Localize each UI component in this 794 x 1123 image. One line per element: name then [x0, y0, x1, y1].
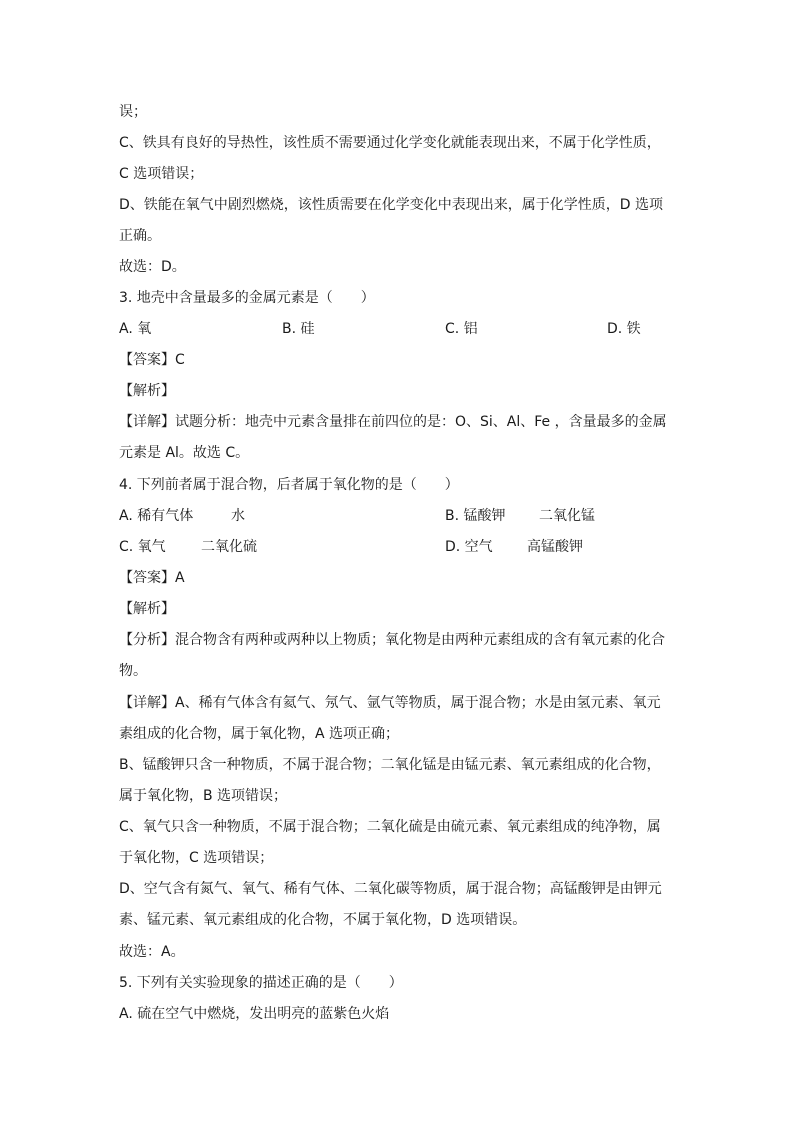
- prev-choice: 故选：D。: [119, 259, 186, 275]
- prev-line: 误；: [119, 104, 147, 120]
- q4-option-d-second: 高锰酸钾: [527, 539, 583, 555]
- prev-d-line1: D、铁能在氧气中剧烈燃烧，该性质需要在化学变化中表现出来，属于化学性质，D 选项: [119, 197, 664, 213]
- q3-option-b: B. 硅: [282, 321, 315, 337]
- q4-detail-b-line2: 属于氧化物，B 选项错误；: [119, 788, 288, 804]
- q4-option-b-first: B. 锰酸钾: [445, 508, 506, 524]
- q4-detail-a-line1: 【详解】A、稀有气体含有氦气、氖气、氩气等物质，属于混合物；水是由氢元素、氧元: [119, 695, 661, 711]
- q4-option-c-first: C. 氧气: [119, 539, 166, 555]
- q4-option-c-second: 二氧化硫: [201, 539, 257, 555]
- q4-answer: 【答案】A: [119, 570, 185, 586]
- q3-analysis-label: 【解析】: [119, 383, 175, 399]
- q4-analysis-line2: 物。: [119, 663, 147, 679]
- q4-detail-d-line1: D、空气含有氮气、氧气、稀有气体、二氧化碳等物质，属于混合物；高锰酸钾是由钾元: [119, 881, 662, 897]
- q3-stem: 3. 地壳中含量最多的金属元素是（ ）: [119, 290, 375, 306]
- q4-option-a-second: 水: [231, 508, 245, 524]
- q4-option-b-second: 二氧化锰: [539, 508, 595, 524]
- prev-c-line2: C 选项错误；: [119, 166, 204, 182]
- q5-stem: 5. 下列有关实验现象的描述正确的是（ ）: [119, 975, 403, 991]
- q3-answer: 【答案】C: [119, 352, 185, 368]
- prev-c-line1: C、铁具有良好的导热性，该性质不需要通过化学变化就能表现出来，不属于化学性质，: [119, 135, 661, 151]
- q4-option-c: [119, 538, 257, 556]
- q5-option-a: A. 硫在空气中燃烧，发出明亮的蓝紫色火焰: [119, 1006, 390, 1022]
- q4-option-d: [445, 538, 583, 556]
- q4-stem: 4. 下列前者属于混合物，后者属于氧化物的是（ ）: [119, 477, 459, 493]
- q4-analysis-line1: 【分析】混合物含有两种或两种以上物质；氧化物是由两种元素组成的含有氧元素的化合: [119, 632, 665, 648]
- q4-option-a: [119, 507, 245, 525]
- q4-option-d-first: D. 空气: [445, 539, 493, 555]
- q4-detail-a-line2: 素组成的化合物，属于氧化物，A 选项正确；: [119, 726, 400, 742]
- q4-detail-c-line1: C、氧气只含一种物质，不属于混合物；二氧化硫是由硫元素、氧元素组成的纯净物，属: [119, 819, 661, 835]
- q4-detail-c-line2: 于氧化物，C 选项错误；: [119, 850, 274, 866]
- q3-detail-line2: 元素是 Al。故选 C。: [119, 445, 250, 461]
- prev-d-line2: 正确。: [119, 228, 161, 244]
- q3-option-a: A. 氧: [119, 321, 152, 337]
- q4-option-b: [445, 507, 595, 525]
- q4-analysis-label: 【解析】: [119, 601, 175, 617]
- q4-choice: 故选：A。: [119, 944, 185, 960]
- q3-option-c: C. 铝: [445, 321, 478, 337]
- q3-detail-line1: 【详解】试题分析：地壳中元素含量排在前四位的是：O、Si、Al、Fe ，含量最多的金属: [119, 414, 667, 430]
- q4-detail-b-line1: B、锰酸钾只含一种物质，不属于混合物；二氧化锰是由锰元素、氧元素组成的化合物，: [119, 757, 661, 773]
- q4-detail-d-line2: 素、锰元素、氧元素组成的化合物，不属于氧化物，D 选项错误。: [119, 912, 527, 928]
- q4-option-a-first: A. 稀有气体: [119, 508, 194, 524]
- q3-option-d: D. 铁: [607, 321, 641, 337]
